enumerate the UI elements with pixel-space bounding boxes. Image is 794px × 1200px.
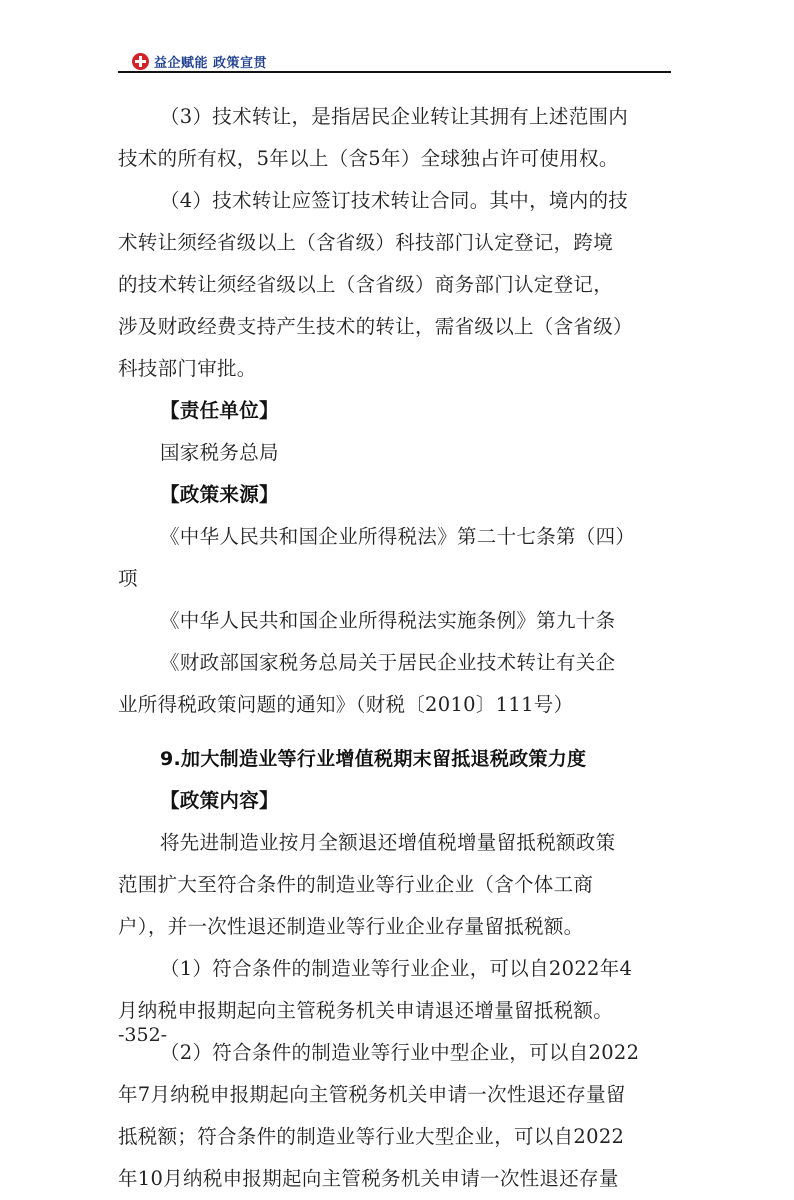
section-label-policy-source: 【政策来源】 xyxy=(160,483,279,506)
brand-logo-text: 益企赋能 政策宣贯 xyxy=(154,56,268,71)
paragraph-line: 范围扩大至符合条件的制造业等行业企业（含个体工商 xyxy=(118,873,594,896)
paragraph-line: 的技术转让须经省级以上（含省级）商务部门认定登记， xyxy=(118,273,614,296)
paragraph-line: 涉及财政经费支持产生技术的转让，需省级以上（含省级） xyxy=(118,315,633,338)
paragraph-line: 将先进制造业按月全额退还增值税增量留抵税额政策 xyxy=(160,831,616,854)
paragraph-line: （2）符合条件的制造业等行业中型企业，可以自2022 xyxy=(160,1041,640,1064)
responsible-unit-value: 国家税务总局 xyxy=(160,441,279,464)
brand-logo xyxy=(132,52,267,71)
paragraph-line: 《中华人民共和国企业所得税法实施条例》第九十条 xyxy=(160,609,616,632)
paragraph-line: 科技部门审批。 xyxy=(118,357,257,380)
paragraph-line: （4）技术转让应签订技术转让合同。其中，境内的技 xyxy=(160,189,629,212)
paragraph-line: 术转让须经省级以上（含省级）科技部门认定登记，跨境 xyxy=(118,231,614,254)
section-title: 9.加大制造业等行业增值税期末留抵退税政策力度 xyxy=(160,748,587,770)
paragraph-line: 月纳税申报期起向主管税务机关申请退还增量留抵税额。 xyxy=(118,999,614,1022)
paragraph-line: 技术的所有权，5年以上（含5年）全球独占许可使用权。 xyxy=(118,147,619,170)
header-divider xyxy=(118,71,671,73)
section-label-responsible-unit: 【责任单位】 xyxy=(160,399,279,422)
document-body xyxy=(118,96,678,1200)
page-number: -352- xyxy=(118,1024,168,1046)
paragraph-line: 年7月纳税申报期起向主管税务机关申请一次性退还存量留 xyxy=(118,1083,626,1106)
paragraph-line: 业所得税政策问题的通知》（财税〔2010〕111号） xyxy=(118,693,574,716)
paragraph-line: 项 xyxy=(118,567,138,590)
paragraph-line: 《财政部国家税务总局关于居民企业技术转让有关企 xyxy=(160,651,616,674)
page-header xyxy=(118,48,671,74)
section-spacer xyxy=(118,726,678,738)
paragraph-line: 年10月纳税申报期起向主管税务机关申请一次性退还存量 xyxy=(118,1167,619,1190)
paragraph-line: （1）符合条件的制造业等行业企业，可以自2022年4 xyxy=(160,957,633,980)
paragraph-line: （3）技术转让，是指居民企业转让其拥有上述范围内 xyxy=(160,105,629,128)
paragraph-line: 抵税额；符合条件的制造业等行业大型企业，可以自2022 xyxy=(118,1125,625,1148)
section-label-policy-content: 【政策内容】 xyxy=(160,789,279,812)
paragraph-line: 《中华人民共和国企业所得税法》第二十七条第（四） xyxy=(160,525,636,548)
brand-mark-icon xyxy=(132,53,149,70)
paragraph-line: 户），并一次性退还制造业等行业企业存量留抵税额。 xyxy=(118,915,584,938)
